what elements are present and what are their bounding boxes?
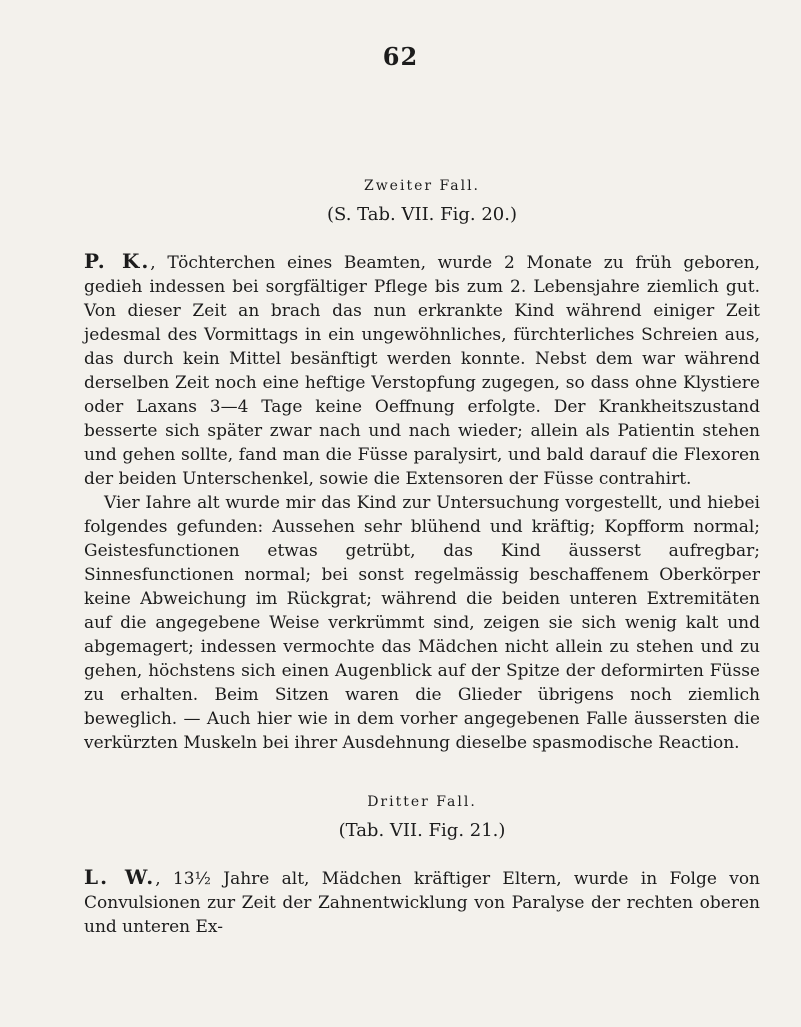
case-reference: (Tab. VII. Fig. 21.) xyxy=(338,820,506,841)
case-heading: Zweiter Fall. xyxy=(363,178,481,194)
case-heading: Dritter Fall. xyxy=(367,794,477,810)
patient-initials: L. W. xyxy=(84,865,156,889)
case-paragraph: Vier Iahre alt wurde mir das Kind zur Untersuchung vorgestellt, und hiebei folgendes gefunden: Aussehen sehr blühend und kräftig; Kopfform normal; Geistesfunctionen etwas getrübt, das Kind äusserst aufregbar; Sinnesfunctionen normal; bei sonst regelmässig beschaffenem Oberkörper keine Abweichung im Rückgrat; während die beiden unteren Extremitäten auf die angegebene Weise verkrümmt sind, zeigen sie sich wenig kalt und abgemagert; indessen vermochte das Mädchen nicht allein zu stehen und zu gehen, höchstens sich einen Augenblick auf der Spitze der deformirten Füsse zu erhalten. Beim Sitzen waren die Glieder übrigens noch ziemlich beweglich. — Auch hier wie in dem vorher angegebenen Falle äussersten die verkürzten Muskeln bei ihrer Ausdehnung dieselbe spasmodische Reaction. xyxy=(84,493,760,753)
paragraph-text: , Töchterchen eines Beamten, wurde 2 Monate zu früh geboren, gedieh indessen bei sorgfältiger Pflege bis zum 2. Lebensjahre ziemlich gut. Von dieser Zeit an brach das nun erkrankte Kind während einiger Zeit jedesmal des Vormittags in ein ungewöhnliches, fürchterliches Schreien aus, das durch kein Mittel besänftigt werden konnte. Nebst dem war während derselben Zeit noch eine heftige Verstopfung zugegen, so dass ohne Klystiere oder Laxans 3—4 Tage keine Oeffnung erfolgte. Der Krankheitszustand besserte sich später zwar nach und nach wieder; allein als Patientin stehen und gehen sollte, fand man die Füsse paralysirt, und bald darauf die Flexoren der beiden Unterschenkel, sowie die Extensoren der Füsse contrahirt. xyxy=(84,253,760,489)
case-paragraph xyxy=(84,865,760,939)
paragraph-text: , 13½ Jahre alt, Mädchen kräftiger Eltern, wurde in Folge von Convulsionen zur Zeit der Zahnentwicklung von Paralyse der rechten oberen und unteren Ex- xyxy=(84,869,761,937)
patient-initials: P. K. xyxy=(84,249,151,273)
case-section-3 xyxy=(84,794,760,939)
case-reference: (S. Tab. VII. Fig. 20.) xyxy=(327,204,517,225)
page-number: 62 xyxy=(382,42,419,71)
case-section-2 xyxy=(84,178,760,755)
case-paragraph xyxy=(84,249,760,491)
